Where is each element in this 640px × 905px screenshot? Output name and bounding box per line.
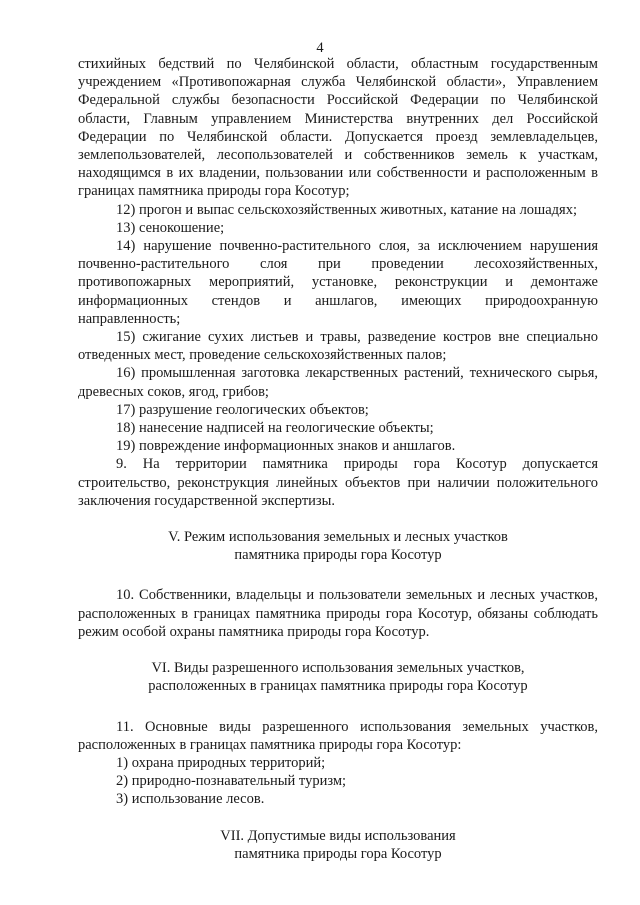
list-item-12: 12) прогон и выпас сельскохозяйственных животных, катание на лошадях; xyxy=(116,201,577,218)
section-heading-vii-line2: памятника природы гора Косотур xyxy=(234,845,442,862)
paragraph-9: 9. На территории памятника природы гора Косотур допускается строительство, реконструкция линейных объектов при наличии положительного заключения государственной экспертизы. xyxy=(78,456,598,509)
list-item-14: 14) нарушение почвенно-растительного слоя, за исключением нарушения почвенно-растительного слоя при проведении лесохозяйственных, противопожарных мероприятий, установке, реконструкции и демонтаже информационных стендов и аншлагов, имеющих природоохранную направленность; xyxy=(78,238,598,327)
page-number: 4 xyxy=(316,40,324,56)
permitted-use-item-3: 3) использование лесов. xyxy=(116,791,265,808)
list-item-18: 18) нанесение надписей на геологические объекты; xyxy=(116,420,434,437)
section-heading-vi xyxy=(78,659,598,695)
section-heading-vi-line1: VI. Виды разрешенного использования земельных участков, xyxy=(151,660,525,677)
section-heading-v-line2: памятника природы гора Косотур xyxy=(234,547,442,564)
section-heading-v-line1: V. Режим использования земельных и лесных участков xyxy=(168,529,508,546)
list-item-16: 16) промышленная заготовка лекарственных растений, технического сырья, древесных соков, ягод, грибов; xyxy=(78,365,598,400)
section-heading-vii xyxy=(78,827,598,863)
paragraph-continuation: стихийных бедствий по Челябинской области, областным государственным учреждением «Противопожарная служба Челябинской области», Управлением Федеральной службы безопасности Российской Федерации по Челябинской области, Главным управлением Министерства внутренних дел Российской Федерации по Челябинской области. Допускается проезд землевладельцев, землепользователей, лесопользователей и собственников земель к участкам, находящимся в их владении, пользовании или собственности и расположенным в границах памятника природы гора Косотур; xyxy=(78,56,598,200)
paragraph-10: 10. Собственники, владельцы и пользователи земельных и лесных участков, расположенных в границах памятника природы гора Косотур, обязаны соблюдать режим особой охраны памятника природы гора Косотур. xyxy=(78,587,598,640)
list-item-19: 19) повреждение информационных знаков и аншлагов. xyxy=(116,438,456,455)
list-item-13: 13) сенокошение; xyxy=(116,219,225,236)
list-item-15: 15) сжигание сухих листьев и травы, разведение костров вне специально отведенных мест, проведение сельскохозяйственных палов; xyxy=(78,329,598,364)
document-body xyxy=(78,55,598,885)
list-item-17: 17) разрушение геологических объектов; xyxy=(116,401,369,418)
permitted-use-item-2: 2) природно-познавательный туризм; xyxy=(116,773,347,790)
section-heading-v xyxy=(78,528,598,564)
section-heading-vii-line1: VII. Допустимые виды использования xyxy=(220,827,456,844)
section-heading-vi-line2: расположенных в границах памятника природы гора Косотур xyxy=(148,678,528,695)
permitted-use-item-1: 1) охрана природных территорий; xyxy=(116,754,326,771)
paragraph-11: 11. Основные виды разрешенного использования земельных участков, расположенных в границах памятника природы гора Косотур: xyxy=(78,718,598,753)
